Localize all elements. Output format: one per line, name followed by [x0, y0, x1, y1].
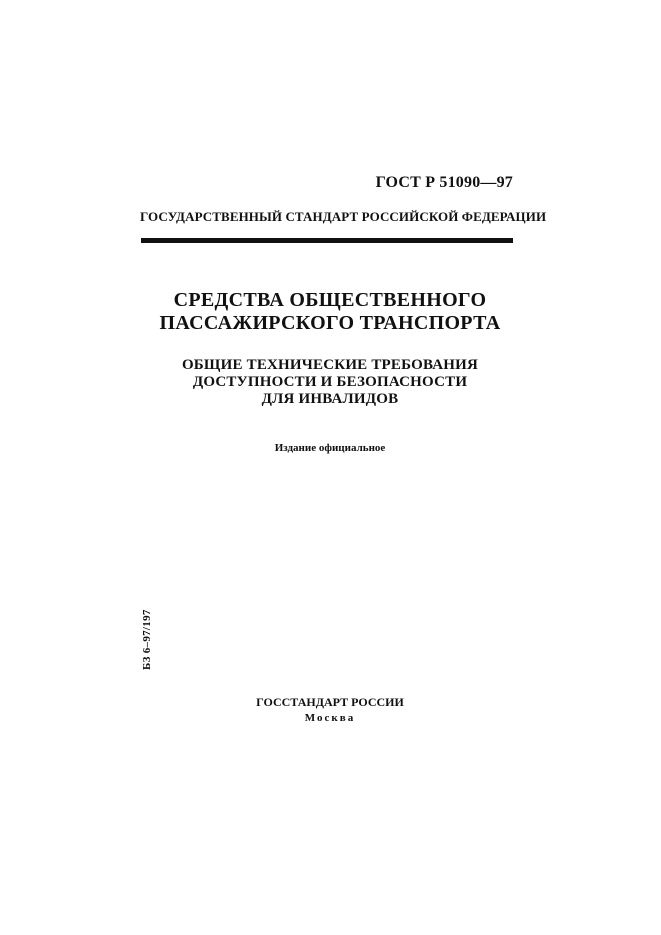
city: Москва: [304, 712, 356, 724]
edition-label: Издание официальное: [274, 442, 386, 454]
sub-title: [90, 357, 570, 408]
sub-title-line: ДЛЯ ИНВАЛИДОВ: [261, 391, 399, 407]
main-title: [90, 289, 570, 335]
sub-title-line: ОБЩИЕ ТЕХНИЧЕСКИЕ ТРЕБОВАНИЯ: [181, 357, 479, 373]
standard-name: ГОСУДАРСТВЕННЫЙ СТАНДАРТ РОССИЙСКОЙ ФЕДЕРАЦИИ: [140, 209, 547, 224]
main-title-line: ПАССАЖИРСКОГО ТРАНСПОРТА: [159, 312, 501, 334]
sub-title-line: ДОСТУПНОСТИ И БЕЗОПАСНОСТИ: [192, 374, 468, 390]
gost-code: ГОСТ Р 51090—97: [375, 174, 513, 191]
main-title-line: СРЕДСТВА ОБЩЕСТВЕННОГО: [173, 289, 487, 311]
side-code: БЗ 6–97/197: [141, 609, 153, 670]
header-rule: [141, 238, 513, 243]
publisher: ГОССТАНДАРТ РОССИИ: [256, 695, 404, 709]
